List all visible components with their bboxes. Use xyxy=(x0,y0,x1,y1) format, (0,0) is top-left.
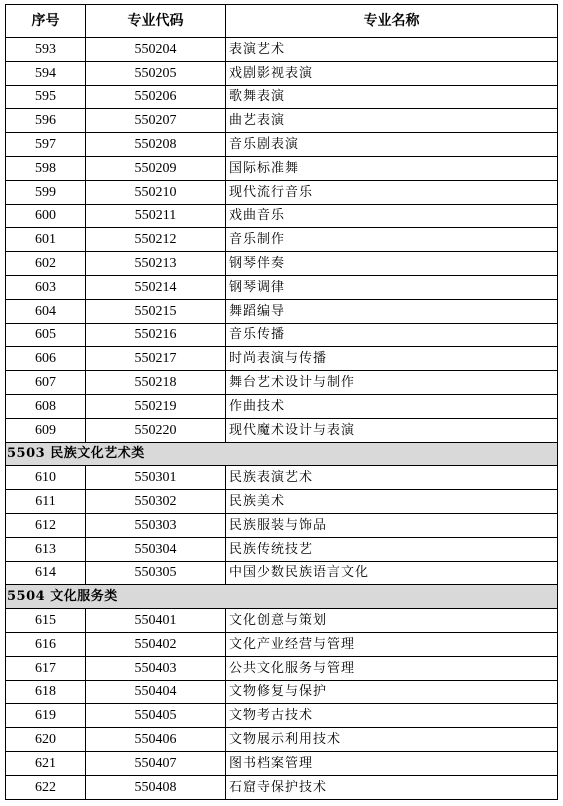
name-cell: 民族美术 xyxy=(226,490,558,514)
table-row xyxy=(6,133,558,157)
table-row xyxy=(6,490,558,514)
code-cell: 550405 xyxy=(86,704,226,728)
code-cell: 550406 xyxy=(86,728,226,752)
name-cell: 图书档案管理 xyxy=(226,751,558,775)
code-cell: 550408 xyxy=(86,775,226,799)
name-cell: 钢琴伴奏 xyxy=(226,252,558,276)
code-cell: 550215 xyxy=(86,299,226,323)
category-row xyxy=(6,442,558,466)
code-cell: 550219 xyxy=(86,394,226,418)
code-cell: 550210 xyxy=(86,180,226,204)
code-cell: 550217 xyxy=(86,347,226,371)
table-row xyxy=(6,61,558,85)
seq-cell: 615 xyxy=(6,609,86,633)
seq-cell: 612 xyxy=(6,513,86,537)
code-cell: 550302 xyxy=(86,490,226,514)
seq-cell: 613 xyxy=(6,537,86,561)
code-cell: 550214 xyxy=(86,275,226,299)
name-cell: 舞蹈编导 xyxy=(226,299,558,323)
table-row xyxy=(6,323,558,347)
name-cell: 音乐传播 xyxy=(226,323,558,347)
table-row xyxy=(6,275,558,299)
table-row xyxy=(6,371,558,395)
code-cell: 550213 xyxy=(86,252,226,276)
name-cell: 舞台艺术设计与制作 xyxy=(226,371,558,395)
header-seq: 序号 xyxy=(6,5,86,38)
table-row xyxy=(6,347,558,371)
code-cell: 550205 xyxy=(86,61,226,85)
code-cell: 550216 xyxy=(86,323,226,347)
table-row xyxy=(6,418,558,442)
table-row xyxy=(6,751,558,775)
code-cell: 550304 xyxy=(86,537,226,561)
seq-cell: 617 xyxy=(6,656,86,680)
name-cell: 文物考古技术 xyxy=(226,704,558,728)
code-cell: 550303 xyxy=(86,513,226,537)
name-cell: 石窟寺保护技术 xyxy=(226,775,558,799)
seq-cell: 605 xyxy=(6,323,86,347)
table-body xyxy=(6,38,558,800)
seq-cell: 614 xyxy=(6,561,86,585)
code-cell: 550402 xyxy=(86,632,226,656)
table-row xyxy=(6,156,558,180)
table-row xyxy=(6,632,558,656)
seq-cell: 611 xyxy=(6,490,86,514)
name-cell: 作曲技术 xyxy=(226,394,558,418)
category-label: 5503 民族文化艺术类 xyxy=(6,442,558,466)
seq-cell: 594 xyxy=(6,61,86,85)
name-cell: 文化创意与策划 xyxy=(226,609,558,633)
code-cell: 550207 xyxy=(86,109,226,133)
header-code: 专业代码 xyxy=(86,5,226,38)
table-row xyxy=(6,704,558,728)
major-catalog-table xyxy=(5,4,558,800)
seq-cell: 595 xyxy=(6,85,86,109)
table-row xyxy=(6,680,558,704)
name-cell: 现代流行音乐 xyxy=(226,180,558,204)
table-row xyxy=(6,299,558,323)
table-row xyxy=(6,656,558,680)
table-row xyxy=(6,728,558,752)
name-cell: 歌舞表演 xyxy=(226,85,558,109)
code-cell: 550209 xyxy=(86,156,226,180)
seq-cell: 618 xyxy=(6,680,86,704)
seq-cell: 608 xyxy=(6,394,86,418)
table-row xyxy=(6,466,558,490)
code-cell: 550305 xyxy=(86,561,226,585)
seq-cell: 606 xyxy=(6,347,86,371)
name-cell: 曲艺表演 xyxy=(226,109,558,133)
seq-cell: 593 xyxy=(6,38,86,62)
seq-cell: 616 xyxy=(6,632,86,656)
name-cell: 时尚表演与传播 xyxy=(226,347,558,371)
name-cell: 文化产业经营与管理 xyxy=(226,632,558,656)
table-row xyxy=(6,252,558,276)
category-row xyxy=(6,585,558,609)
name-cell: 中国少数民族语言文化 xyxy=(226,561,558,585)
seq-cell: 604 xyxy=(6,299,86,323)
code-cell: 550220 xyxy=(86,418,226,442)
name-cell: 音乐制作 xyxy=(226,228,558,252)
name-cell: 钢琴调律 xyxy=(226,275,558,299)
seq-cell: 619 xyxy=(6,704,86,728)
code-cell: 550204 xyxy=(86,38,226,62)
code-cell: 550211 xyxy=(86,204,226,228)
code-cell: 550212 xyxy=(86,228,226,252)
code-cell: 550206 xyxy=(86,85,226,109)
seq-cell: 607 xyxy=(6,371,86,395)
code-cell: 550401 xyxy=(86,609,226,633)
name-cell: 国际标准舞 xyxy=(226,156,558,180)
table-header-row xyxy=(6,5,558,38)
seq-cell: 620 xyxy=(6,728,86,752)
table-row xyxy=(6,561,558,585)
code-cell: 550208 xyxy=(86,133,226,157)
seq-cell: 621 xyxy=(6,751,86,775)
table-row xyxy=(6,609,558,633)
table-row xyxy=(6,204,558,228)
name-cell: 现代魔术设计与表演 xyxy=(226,418,558,442)
seq-cell: 598 xyxy=(6,156,86,180)
name-cell: 公共文化服务与管理 xyxy=(226,656,558,680)
seq-cell: 600 xyxy=(6,204,86,228)
name-cell: 表演艺术 xyxy=(226,38,558,62)
name-cell: 戏剧影视表演 xyxy=(226,61,558,85)
seq-cell: 599 xyxy=(6,180,86,204)
code-cell: 550403 xyxy=(86,656,226,680)
seq-cell: 596 xyxy=(6,109,86,133)
seq-cell: 610 xyxy=(6,466,86,490)
table-row xyxy=(6,109,558,133)
seq-cell: 609 xyxy=(6,418,86,442)
code-cell: 550301 xyxy=(86,466,226,490)
table-row xyxy=(6,228,558,252)
name-cell: 民族传统技艺 xyxy=(226,537,558,561)
table-row xyxy=(6,85,558,109)
code-cell: 550404 xyxy=(86,680,226,704)
seq-cell: 622 xyxy=(6,775,86,799)
table-row xyxy=(6,513,558,537)
name-cell: 民族服装与饰品 xyxy=(226,513,558,537)
seq-cell: 603 xyxy=(6,275,86,299)
seq-cell: 601 xyxy=(6,228,86,252)
name-cell: 戏曲音乐 xyxy=(226,204,558,228)
table-row xyxy=(6,180,558,204)
table-row xyxy=(6,537,558,561)
table-row xyxy=(6,38,558,62)
name-cell: 民族表演艺术 xyxy=(226,466,558,490)
code-cell: 550218 xyxy=(86,371,226,395)
code-cell: 550407 xyxy=(86,751,226,775)
name-cell: 文物展示利用技术 xyxy=(226,728,558,752)
name-cell: 文物修复与保护 xyxy=(226,680,558,704)
header-name: 专业名称 xyxy=(226,5,558,38)
table-row xyxy=(6,394,558,418)
table-row xyxy=(6,775,558,799)
seq-cell: 602 xyxy=(6,252,86,276)
category-label: 5504 文化服务类 xyxy=(6,585,558,609)
seq-cell: 597 xyxy=(6,133,86,157)
name-cell: 音乐剧表演 xyxy=(226,133,558,157)
